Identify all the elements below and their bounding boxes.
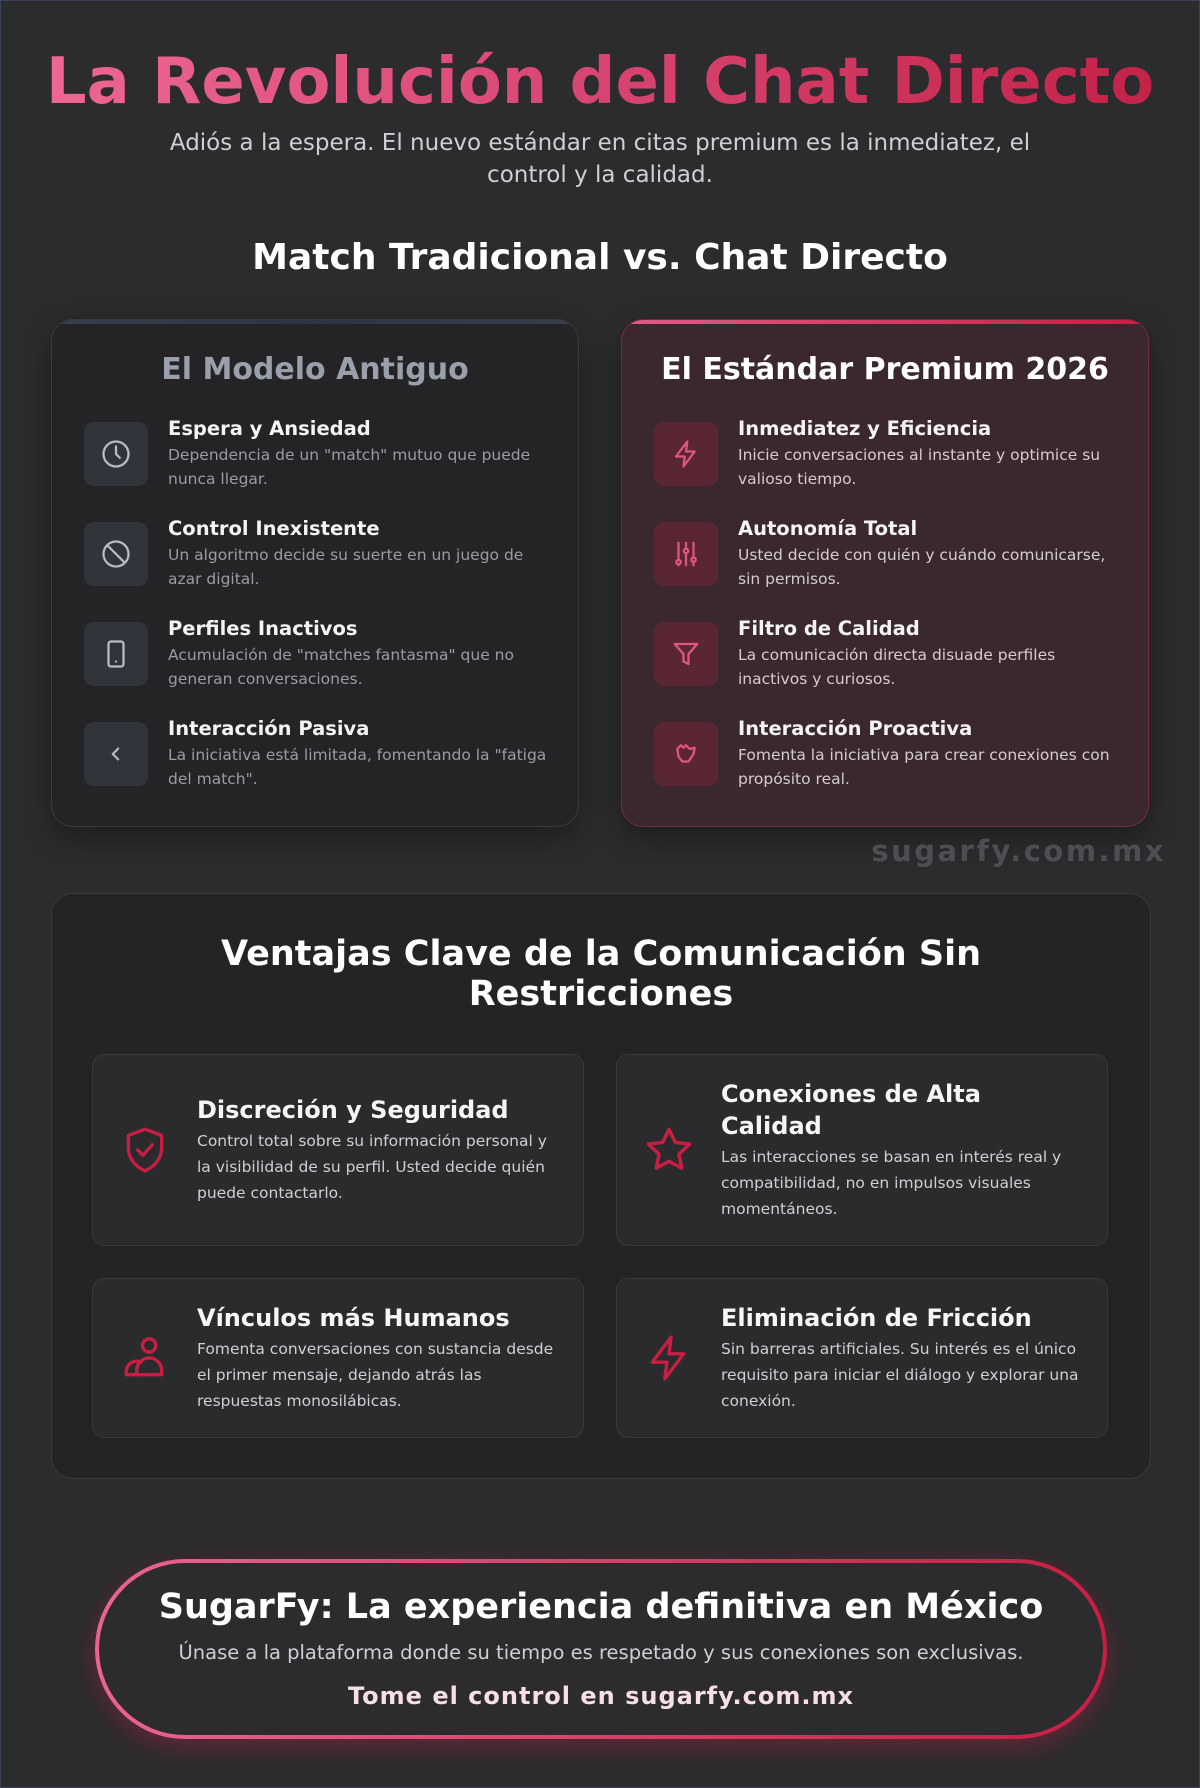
item-description: Un algoritmo decide su suerte en un juego de azar digital.: [168, 546, 524, 588]
advantage-description: Sin barreras artificiales. Su interés es el único requisito para iniciar el diálogo y explorar una conexión.: [721, 1340, 1079, 1410]
cta-subtitle: Únase a la plataforma donde su tiempo es respetado y sus conexiones son exclusivas.: [178, 1641, 1024, 1664]
item-title: Autonomía Total: [738, 517, 918, 540]
old-model-list: [84, 417, 558, 822]
list-item: [654, 717, 1128, 822]
new-model-list: [654, 417, 1128, 822]
item-description: Fomenta la iniciativa para crear conexiones con propósito real.: [738, 746, 1110, 788]
users-icon: [119, 1332, 171, 1384]
item-title: Inmediatez y Eficiencia: [738, 417, 992, 440]
advantage-card: [92, 1054, 584, 1246]
cta-banner[interactable]: [95, 1559, 1107, 1739]
lightning-icon: [654, 422, 718, 486]
clock-icon: [84, 422, 148, 486]
advantage-card: [616, 1278, 1108, 1438]
chevron-left-icon: [84, 722, 148, 786]
item-title: Interacción Proactiva: [738, 717, 973, 740]
cta-link[interactable]: Tome el control en sugarfy.com.mx: [348, 1682, 854, 1710]
list-item: [84, 417, 558, 522]
item-description: La comunicación directa disuade perfiles inactivos y curiosos.: [738, 646, 1056, 688]
item-title: Filtro de Calidad: [738, 617, 920, 640]
advantage-title: Discreción y Seguridad: [197, 1096, 509, 1124]
advantage-title: Conexiones de Alta Calidad: [721, 1080, 981, 1140]
cta-title: SugarFy: La experiencia definitiva en México: [158, 1587, 1044, 1627]
old-model-card: [51, 319, 579, 827]
advantages-title: Ventajas Clave de la Comunicación Sin Restricciones: [220, 934, 982, 1014]
item-title: Control Inexistente: [168, 517, 380, 540]
card-top-accent: [52, 320, 578, 324]
list-item: [84, 717, 558, 822]
tablet-icon: [84, 622, 148, 686]
comparison-title: Match Tradicional vs. Chat Directo: [252, 237, 948, 278]
item-description: Usted decide con quién y cuándo comunicarse, sin permisos.: [738, 546, 1106, 588]
list-item: [654, 617, 1128, 722]
advantage-description: Control total sobre su información personal y la visibilidad de su perfil. Usted decide quién puede contactarlo.: [197, 1132, 547, 1202]
list-item: [654, 517, 1128, 622]
item-title: Perfiles Inactivos: [168, 617, 358, 640]
list-item: [84, 517, 558, 622]
advantage-description: Las interacciones se basan en interés real y compatibilidad, no en impulsos visuales momentáneos.: [721, 1148, 1062, 1218]
new-model-title: El Estándar Premium 2026: [661, 352, 1109, 387]
shield-check-icon: [119, 1124, 171, 1176]
ban-icon: [84, 522, 148, 586]
advantage-description: Fomenta conversaciones con sustancia desde el primer mensaje, dejando atrás las respuestas monosilábicas.: [197, 1340, 554, 1410]
watermark: sugarfy.com.mx: [871, 834, 1166, 868]
list-item: [654, 417, 1128, 522]
old-model-title: El Modelo Antiguo: [161, 352, 469, 387]
card-top-accent: [622, 320, 1148, 324]
filter-icon: [654, 622, 718, 686]
page-title: La Revolución del Chat Directo: [1, 45, 1199, 119]
advantages-section: [51, 893, 1151, 1479]
sliders-icon: [654, 522, 718, 586]
item-description: Dependencia de un "match" mutuo que puede nunca llegar.: [168, 446, 531, 488]
star-icon: [643, 1124, 695, 1176]
new-model-card: [621, 319, 1149, 827]
advantage-title: Vínculos más Humanos: [197, 1304, 510, 1332]
advantage-card: [616, 1054, 1108, 1246]
item-title: Espera y Ansiedad: [168, 417, 371, 440]
advantage-card: [92, 1278, 584, 1438]
item-title: Interacción Pasiva: [168, 717, 370, 740]
list-item: [84, 617, 558, 722]
item-description: Inicie conversaciones al instante y optimice su valioso tiempo.: [738, 446, 1101, 488]
item-description: La iniciativa está limitada, fomentando la "fatiga del match".: [168, 746, 547, 788]
advantage-title: Eliminación de Fricción: [721, 1304, 1032, 1332]
lightning-icon: [643, 1332, 695, 1384]
page-subtitle: Adiós a la espera. El nuevo estándar en citas premium es la inmediatez, el control y la calidad.: [169, 130, 1031, 188]
item-description: Acumulación de "matches fantasma" que no generan conversaciones.: [168, 646, 514, 688]
hand-icon: [654, 722, 718, 786]
